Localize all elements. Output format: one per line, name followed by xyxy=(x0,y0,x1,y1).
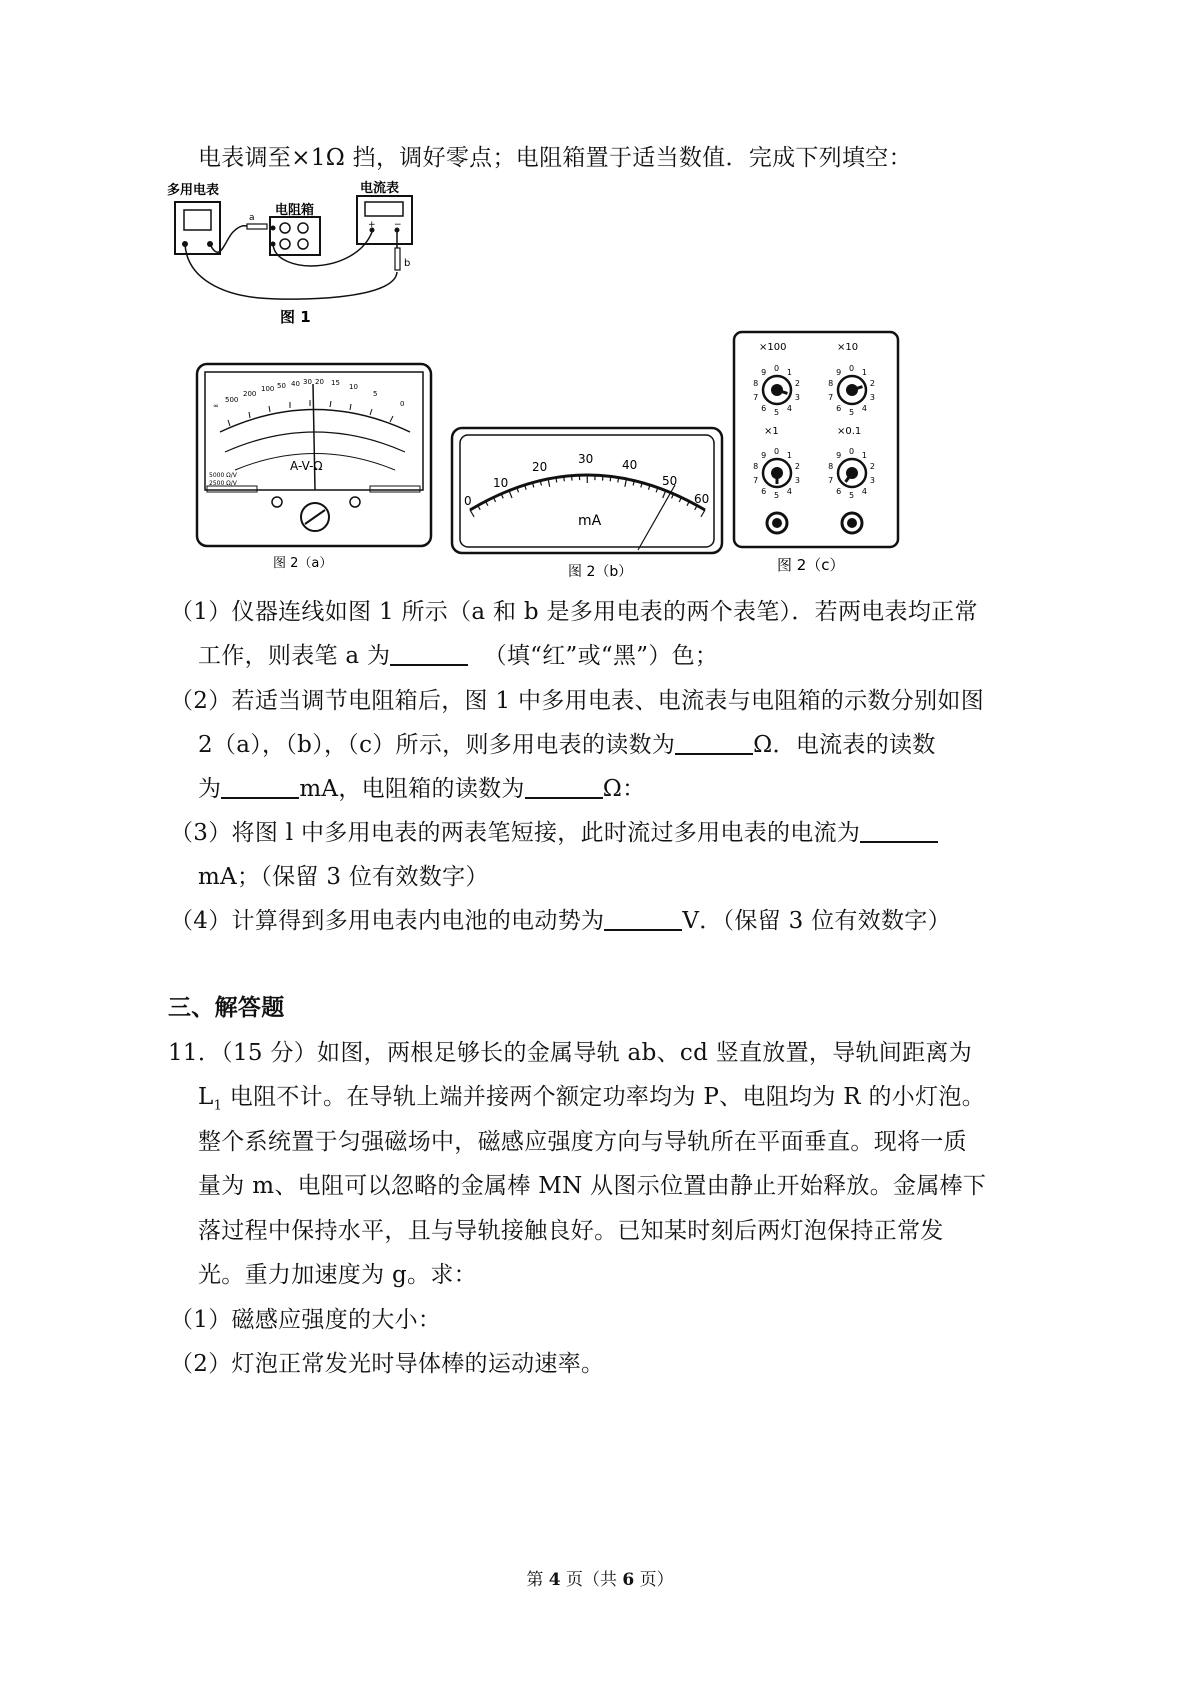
dial-digit: 4 xyxy=(786,486,793,496)
dial-digit: 1 xyxy=(861,368,868,378)
q2-line1: （2）若适当调节电阻箱后，图 1 中多用电表、电流表与电阻箱的示数分别如图 xyxy=(170,688,984,714)
svg-text:20: 20 xyxy=(532,460,548,474)
dial-digit: 7 xyxy=(828,475,834,485)
svg-text:500: 500 xyxy=(225,396,239,404)
p11-line5: 落过程中保持水平，且与导轨接触良好。已知某时刻后两灯泡保持正常发 xyxy=(198,1218,944,1244)
dial-digit: 6 xyxy=(761,486,767,496)
svg-text:×100: ×100 xyxy=(759,342,787,353)
probe-a xyxy=(247,224,267,229)
p11-sub1: （1）磁感应强度的大小： xyxy=(170,1307,442,1333)
dial-digit: 0 xyxy=(774,364,780,373)
svg-text:60: 60 xyxy=(694,492,710,506)
dial-digit: 5 xyxy=(774,491,780,500)
svg-text:×1: ×1 xyxy=(764,426,779,437)
svg-text:20: 20 xyxy=(315,378,324,386)
p11-line1: 11．（15 分）如图，两根足够长的金属导轨 ab、cd 竖直放置，导轨间距离为 xyxy=(168,1040,973,1066)
dial-digit: 0 xyxy=(849,364,855,373)
dial-digit: 6 xyxy=(836,486,842,496)
svg-text:5: 5 xyxy=(373,390,378,398)
dial-digit: 8 xyxy=(828,462,834,472)
p11-line2: $L_1$ 电阻不计。在导轨上端并接两个额定功率均为 P、电阻均为 R 的小灯泡。 xyxy=(198,1084,985,1114)
svg-text:+: + xyxy=(368,220,376,230)
answer-blank-q2-ammeter[interactable] xyxy=(221,775,299,799)
dial-digit: 9 xyxy=(836,451,842,461)
answer-blank-q4[interactable] xyxy=(604,907,682,931)
svg-text:50: 50 xyxy=(277,382,286,390)
svg-text:a: a xyxy=(249,213,255,223)
answer-blank-q2-box[interactable] xyxy=(525,775,603,799)
ammeter-tick xyxy=(618,477,619,482)
p11-sub2: （2）灯泡正常发光时导体棒的运动速率。 xyxy=(170,1351,605,1377)
dial-digit: 3 xyxy=(794,392,801,402)
resistor-box xyxy=(270,217,320,255)
p11-line4: 量为 m、电阻可以忽略的金属棒 MN 从图示位置由静止开始释放。金属棒下 xyxy=(198,1173,987,1199)
svg-text:−: − xyxy=(394,220,402,230)
svg-text:5000 Ω/V: 5000 Ω/V xyxy=(209,472,237,479)
answer-blank-q1[interactable] xyxy=(390,642,468,666)
ammeter-tick xyxy=(701,510,705,517)
dial-digit: 9 xyxy=(761,368,767,378)
dial-digit: 1 xyxy=(786,368,793,378)
ammeter-tick xyxy=(610,476,611,481)
svg-text:15: 15 xyxy=(331,379,340,387)
resistor-box-label: 电阻箱 xyxy=(275,203,315,218)
page-footer: 第 4 页（共 6 页） xyxy=(526,1570,674,1590)
figure-1-circuit xyxy=(165,180,425,330)
ammeter-tick xyxy=(663,491,666,498)
figure-2c-resistor-box xyxy=(732,330,902,585)
needle-2a xyxy=(313,384,315,490)
dial-digit: 3 xyxy=(869,392,876,402)
dial-digit: 8 xyxy=(753,462,759,472)
svg-text:A-V-Ω: A-V-Ω xyxy=(290,459,323,473)
dial-digit: 4 xyxy=(861,486,868,496)
dial-digit: 3 xyxy=(794,475,801,485)
answer-blank-q2-multimeter[interactable] xyxy=(675,731,753,755)
dial-digit: 9 xyxy=(761,451,767,461)
figure-2a-multimeter xyxy=(195,362,435,577)
dial-digit: 1 xyxy=(786,451,793,461)
svg-text:40: 40 xyxy=(291,380,300,388)
svg-text:30: 30 xyxy=(578,452,594,466)
q3-line1: （3）将图 l 中多用电表的两表笔短接，此时流过多用电表的电流为 xyxy=(170,817,938,849)
dial-digit: 5 xyxy=(849,491,855,500)
dial-digit: 8 xyxy=(828,379,834,389)
q2-line3: 为 mA，电阻箱的读数为 Ω： xyxy=(198,776,646,802)
q4-line: （4）计算得到多用电表内电池的电动势为 V．（保留 3 位有效数字） xyxy=(170,908,951,934)
p11-line6: 光。重力加速度为 g。求： xyxy=(198,1262,477,1288)
ammeter-tick xyxy=(564,476,565,481)
dial-digit: 8 xyxy=(753,379,759,389)
svg-text:∞: ∞ xyxy=(213,402,219,410)
dial-digit: 5 xyxy=(849,408,855,417)
dial-digit: 0 xyxy=(849,447,855,456)
svg-text:10: 10 xyxy=(493,476,509,490)
dial-digit: 2 xyxy=(794,379,801,389)
svg-text:200: 200 xyxy=(243,390,257,398)
svg-text:mA: mA xyxy=(578,513,602,529)
p11-line3: 整个系统置于匀强磁场中，磁感应强度方向与导轨所在平面垂直。现将一质 xyxy=(198,1129,967,1155)
svg-text:2500 Ω/V: 2500 Ω/V xyxy=(209,480,237,487)
figure-2b-ammeter xyxy=(450,425,725,585)
multimeter-label: 多用电表 xyxy=(167,183,220,198)
q1-line1: （1）仪器连线如图 1 所示（a 和 b 是多用电表的两个表笔）．若两电表均正常 xyxy=(170,599,978,625)
svg-text:10: 10 xyxy=(349,383,358,391)
dial-digit: 4 xyxy=(861,403,868,413)
dial-digit: 6 xyxy=(836,403,842,413)
dial-digit: 9 xyxy=(836,368,842,378)
ammeter-tick xyxy=(556,477,557,482)
dial-digit: 4 xyxy=(786,403,793,413)
dial-digit: 1 xyxy=(861,451,868,461)
svg-text:×10: ×10 xyxy=(837,342,859,353)
dial-digit: 6 xyxy=(761,403,767,413)
svg-text:50: 50 xyxy=(662,474,678,488)
multimeter-screen xyxy=(184,210,211,230)
probe-b xyxy=(395,248,400,270)
needle-2b xyxy=(638,485,675,550)
dial-digit: 7 xyxy=(753,392,759,402)
q1-line2: 工作，则表笔 a 为 （填“红”或“黑”）色； xyxy=(198,643,719,669)
section-3-title: 三、解答题 xyxy=(168,994,285,1021)
svg-text:b: b xyxy=(404,258,411,269)
dial-digit: 7 xyxy=(828,392,834,402)
svg-text:×0.1: ×0.1 xyxy=(837,426,862,437)
dial-digit: 0 xyxy=(774,447,780,456)
svg-text:0: 0 xyxy=(464,494,472,508)
svg-text:0: 0 xyxy=(400,400,405,408)
dial-digit: 2 xyxy=(869,379,876,389)
svg-text:30: 30 xyxy=(303,378,312,386)
svg-text:100: 100 xyxy=(261,385,275,393)
fig2a-caption: 图 2（a） xyxy=(273,556,333,571)
ammeter-tick xyxy=(470,510,474,517)
dial-digit: 2 xyxy=(794,462,801,472)
svg-text:40: 40 xyxy=(622,458,638,472)
dial-digit: 7 xyxy=(753,475,759,485)
ammeter-label: 电流表 xyxy=(360,181,400,196)
dial-digit: 3 xyxy=(869,475,876,485)
q2-line2: 2（a），（b），（c）所示，则多用电表的读数为 Ω．电流表的读数 xyxy=(198,732,936,758)
dial-digit: 2 xyxy=(869,462,876,472)
fig2c-caption: 图 2（c） xyxy=(777,556,845,574)
answer-blank-q3[interactable] xyxy=(860,819,938,843)
fig2b-caption: 图 2（b） xyxy=(568,564,633,580)
intro-line: 电表调至×1Ω 挡，调好零点；电阻箱置于适当数值．完成下列填空： xyxy=(198,145,912,171)
q3-line2: mA；（保留 3 位有效数字） xyxy=(198,864,489,890)
ammeter-tick xyxy=(509,491,512,498)
dial-digit: 5 xyxy=(774,408,780,417)
fig1-caption: 图 1 xyxy=(280,308,311,326)
